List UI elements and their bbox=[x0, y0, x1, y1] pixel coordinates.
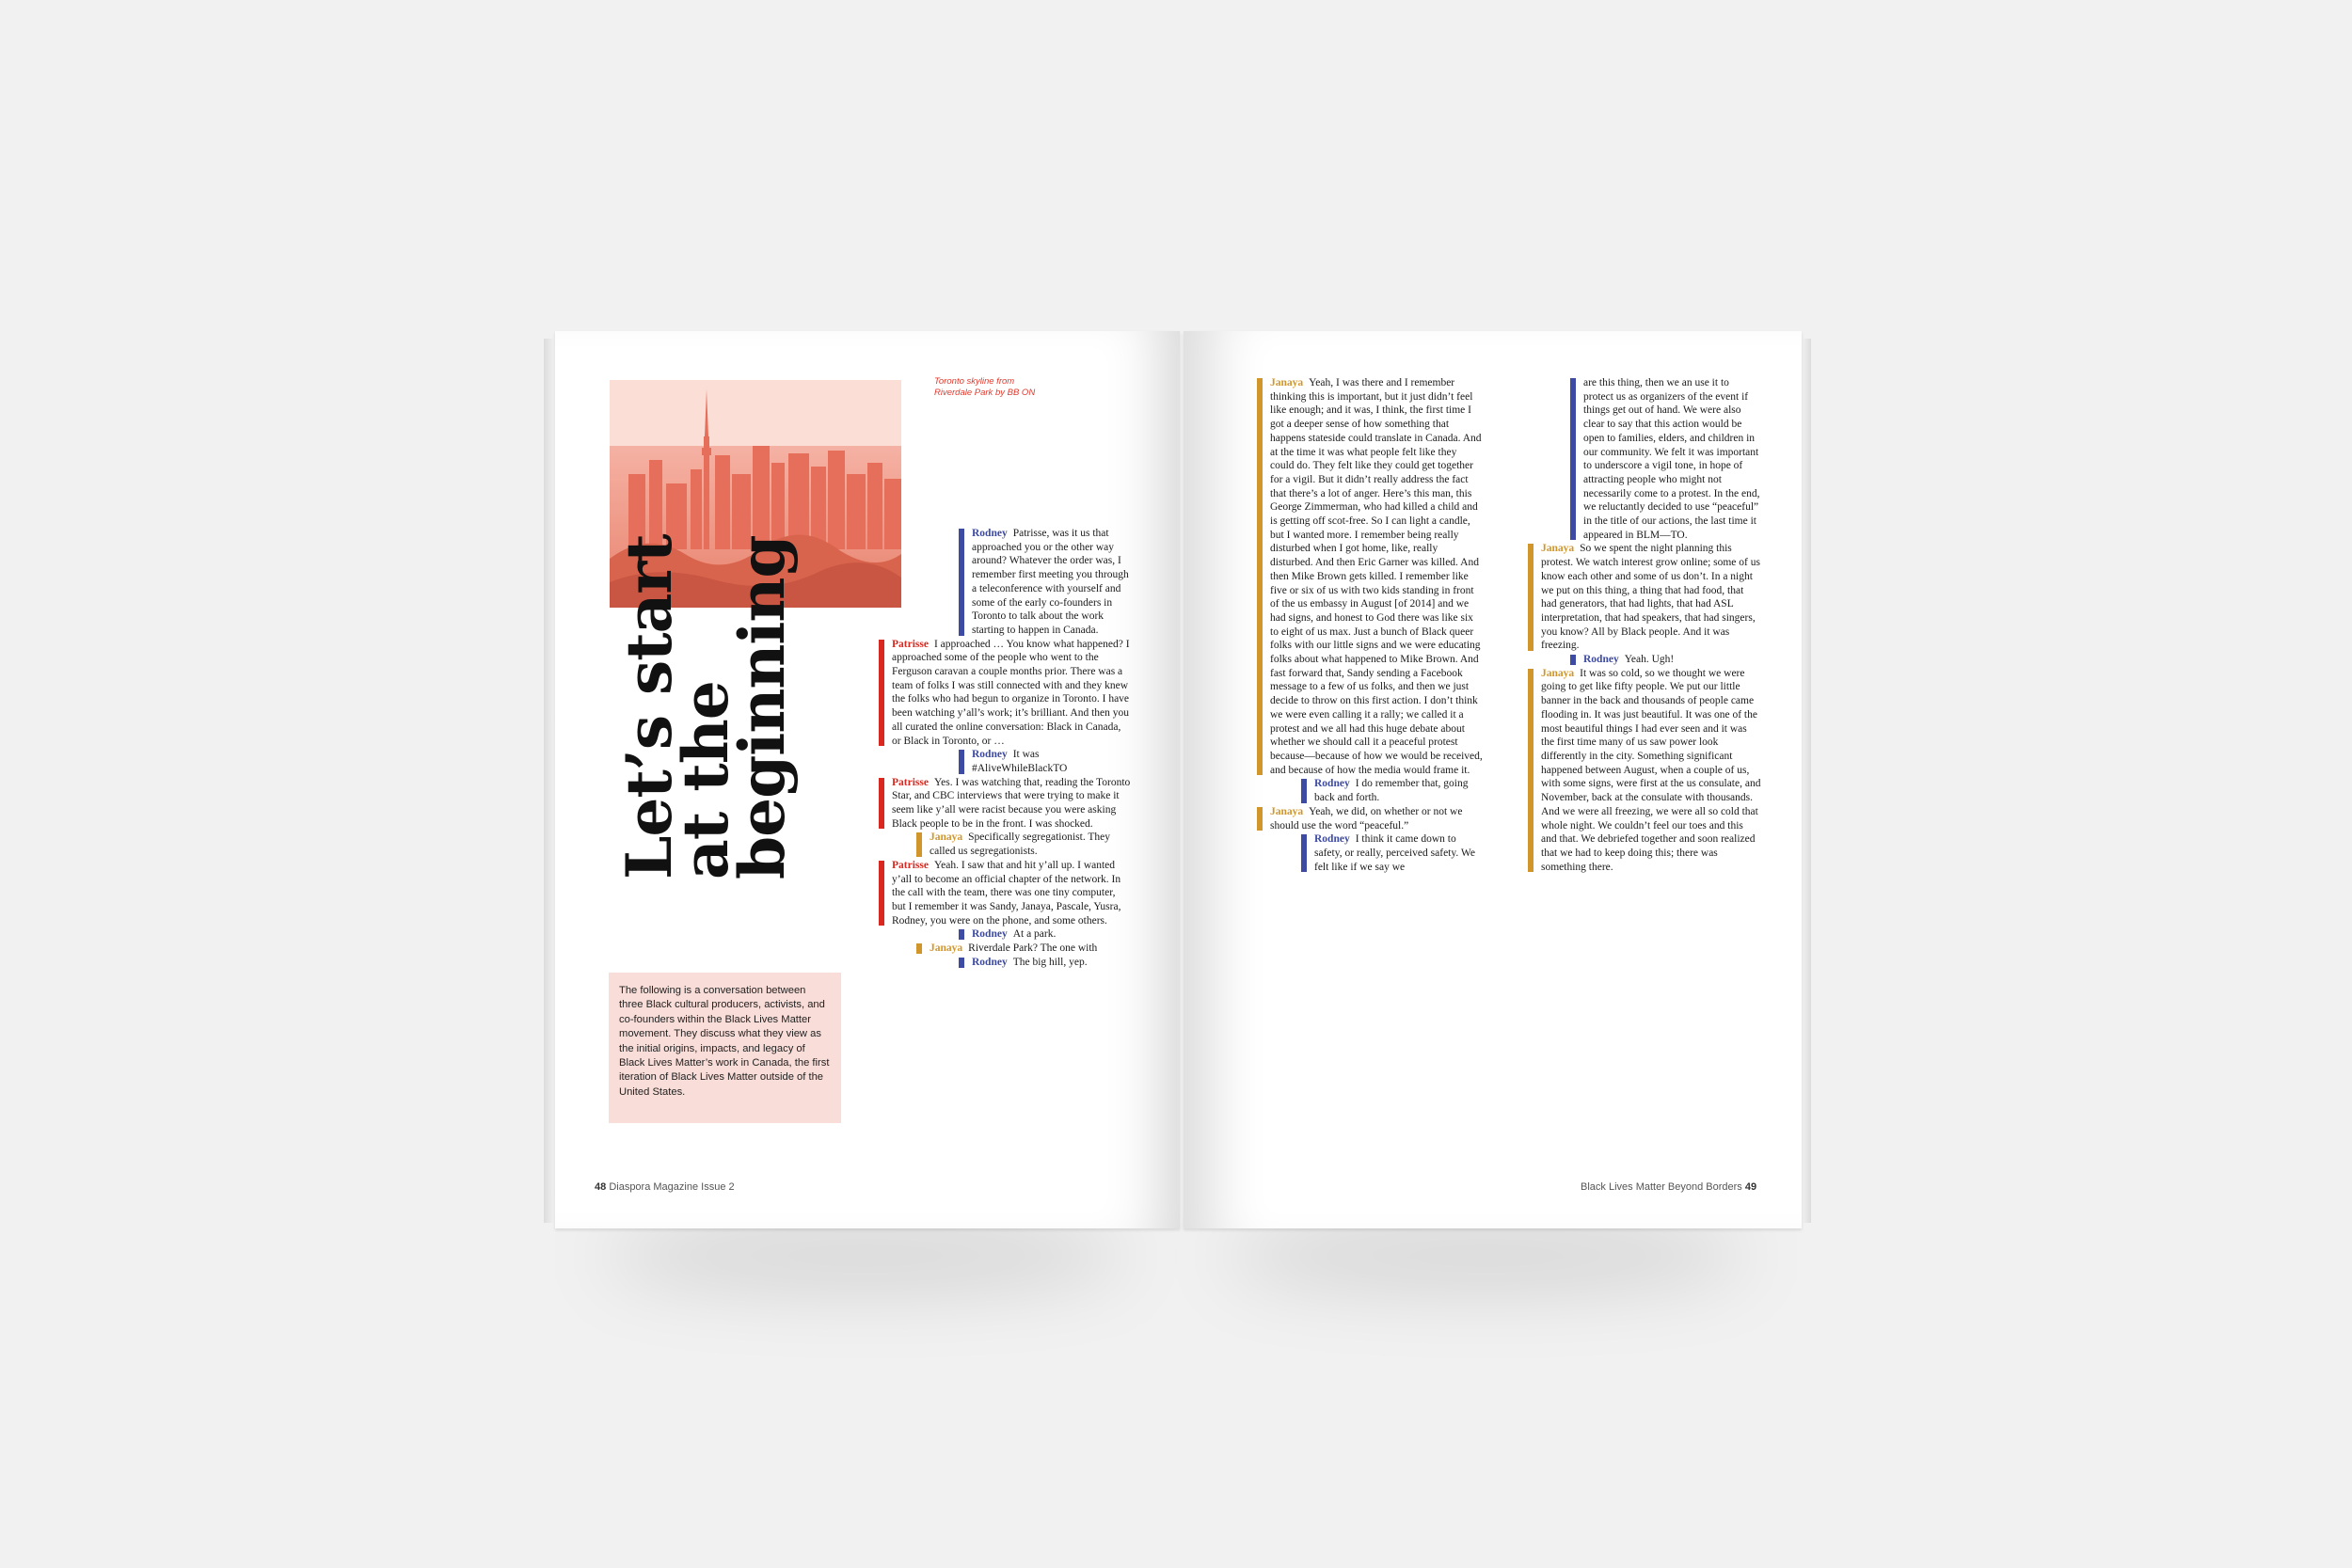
dialogue-text: Specifically segregationist. They called us segregationists. bbox=[930, 832, 1110, 858]
intro-box: The following is a conversation between three Black cultural producers, activists, and co-founders within the Black Lives Matter movement. They discuss what they view as the initial origins, impacts, and legacy of Black Lives Matter’s work in Canada, the first iteration of Black Lives Matter outside of the United States. bbox=[609, 973, 841, 1123]
dialogue-paragraph bbox=[1301, 832, 1483, 874]
dialogue-paragraph bbox=[1570, 653, 1761, 667]
dialogue-text: It was so cold, so we thought we were going to get like fifty people. We put our little banner in the back and thousands of people came flooding in. It was just beautiful. It was one of the most beautiful things I had ever seen and it was the first time many of us saw power look differently in the city. Something significant happened between August, when a couple of us, with some signs, were first at the us consulate, and November, back at the consulate with thousands. And we were all freezing, we were all so cold that whole night. We couldn’t feel our toes and this and that. We debriefed together and soon realized that we had to keep doing this; there was something there. bbox=[1541, 667, 1761, 873]
dialogue-paragraph bbox=[959, 956, 1131, 970]
photo-caption: Toronto skyline from Riverdale Park by BB ON bbox=[934, 376, 1036, 398]
dialogue-paragraph bbox=[959, 927, 1131, 942]
dialogue-text: Yeah. Ugh! bbox=[1624, 654, 1675, 666]
magazine-shadow-left bbox=[602, 1223, 1129, 1289]
dialogue-paragraph bbox=[1528, 667, 1761, 875]
dialogue-paragraph bbox=[879, 776, 1131, 832]
headline-line-2: at the bbox=[669, 681, 742, 879]
left-folio bbox=[595, 1181, 735, 1193]
dialogue-text: The big hill, yep. bbox=[1012, 956, 1088, 968]
left-dialogue-column bbox=[879, 527, 1131, 970]
speaker-name: Patrisse bbox=[892, 638, 929, 650]
page-number: 48 bbox=[595, 1181, 607, 1193]
dialogue-paragraph bbox=[1257, 805, 1483, 832]
dialogue-paragraph bbox=[916, 831, 1131, 858]
headline-line-1: Let’s start bbox=[612, 534, 686, 879]
dialogue-text: Yeah, I was there and I remember thinking this is important, but it just didn’t feel like enough; and it was, I think, the first time I got a deeper sense of how something that happens stateside could translate in Canada. And at the time it was what people felt like they could do. They felt like they could get together for a vigil. But it didn’t really address the fact that there’s a lot of anger. Here’s this man, this George Zimmerman, who had killed a child and is getting off scot-free. So I can light a candle, but I wanted more. I remember being really disturbed when I got home, like, really disturbed. And then Eric Garner was killed. And then Mike Brown gets killed. I remember like five or six of us with two kids standing in front of the us embassy in August [of 2014] and we had signs, and honest to God there was like six to eight of us max. Just a bunch of Black queer folks with our little signs and we were educating folks about what happened to Mike Brown. And fast forward that, Sandy sending a Facebook message to a few of us folks, and then we just decide to throw on this first action. I don’t think we were even calling it a rally; we called it a protest and we all had this huge debate about whether we should call it a peaceful protest because—because of how we would be received, and because of how the media would frame it. bbox=[1270, 377, 1483, 776]
dialogue-text: Yeah, we did, on whether or not we should use the word “peaceful.” bbox=[1270, 805, 1463, 832]
speaker-name: Janaya bbox=[930, 832, 963, 844]
speaker-name: Rodney bbox=[1314, 778, 1350, 790]
right-column-2 bbox=[1528, 376, 1761, 874]
speaker-name: Janaya bbox=[930, 942, 963, 955]
dialogue-text: Yes. I was watching that, reading the Toronto Star, and CBC interviews that were trying to make it seem like y’all were racist because you were asking Black people to be in the front. I was shocked. bbox=[892, 776, 1131, 830]
headline bbox=[612, 0, 866, 879]
dialogue-text: Patrisse, was it us that approached you or the other way around? Whatever the order was, I remember first meeting you through a teleconference with yourself and some of the early co-founders in Toronto to talk about the work starting to happen in Canada. bbox=[972, 528, 1129, 636]
dialogue-text: are this thing, then we an use it to protect us as organizers of the event if things get out of hand. We were also clear to say that this action would be open to families, elders, and children in our community. We felt it was important to underscore a vigil tone, in hope of attracting people who might not necessarily come to a protest. In the end, we reluctantly decided to use “peaceful” in the title of our actions, the last time it appeared in BLM—TO. bbox=[1583, 377, 1760, 541]
dialogue-paragraph bbox=[1301, 777, 1483, 804]
dialogue-paragraph bbox=[1528, 542, 1761, 653]
dialogue-paragraph bbox=[916, 942, 1131, 956]
dialogue-paragraph bbox=[1257, 376, 1483, 777]
speaker-name: Janaya bbox=[1541, 543, 1575, 555]
dialogue-paragraph bbox=[879, 638, 1131, 749]
speaker-name: Patrisse bbox=[892, 859, 929, 871]
headline-line-3: beginning bbox=[725, 535, 799, 879]
speaker-name: Rodney bbox=[972, 956, 1008, 968]
dialogue-text: Yeah. I saw that and hit y’all up. I wanted y’all to become an official chapter of the network. In the call with the team, there was one tiny computer, but I remember it was Sandy, Janaya, Pascale, Yusra, Rodney, you were on the phone, and some others. bbox=[892, 859, 1121, 927]
dialogue-text: So we spent the night planning this protest. We watch interest grow online; some of us know each other and some of us don’t. In a night we put on this thing, a thing that had food, that had generators, that had lights, that had ASL interpretation, that had speakers, that had singers, you know? All by Black people. And it was freezing. bbox=[1541, 543, 1760, 652]
speaker-name: Rodney bbox=[1314, 833, 1350, 846]
right-folio bbox=[1581, 1181, 1756, 1193]
dialogue-paragraph bbox=[879, 859, 1131, 928]
dialogue-text: I think it came down to safety, or really, perceived safety. We felt like if we say we bbox=[1314, 833, 1475, 873]
dialogue-text: I do remember that, going back and forth. bbox=[1314, 778, 1469, 804]
dialogue-paragraph bbox=[959, 527, 1131, 638]
dialogue-paragraph bbox=[1570, 376, 1761, 542]
speaker-name: Rodney bbox=[972, 528, 1008, 539]
speaker-name: Rodney bbox=[972, 749, 1008, 761]
folio-text: Diaspora Magazine Issue 2 bbox=[609, 1181, 735, 1193]
dialogue-text: Riverdale Park? The one with bbox=[968, 942, 1098, 955]
dialogue-text: I approached … You know what happened? I approached some of the people who went to the Ferguson caravan a couple months prior. There was a team of folks I was still connected with and they knew the folks who had begun to organize in Toronto. I have been watching y’all’s work; it’s brilliant. And then you all curated the online conversation: Black in Canada, or Black in Toronto, or … bbox=[892, 638, 1130, 747]
speaker-name: Patrisse bbox=[892, 776, 929, 788]
speaker-name: Janaya bbox=[1270, 377, 1304, 388]
speaker-name: Janaya bbox=[1541, 667, 1575, 679]
dialogue-paragraph bbox=[959, 748, 1131, 775]
magazine-shadow-right bbox=[1223, 1223, 1750, 1289]
right-column-1 bbox=[1257, 376, 1483, 874]
dialogue-text: At a park. bbox=[1012, 928, 1057, 941]
speaker-name: Rodney bbox=[1583, 654, 1619, 666]
page-number: 49 bbox=[1744, 1181, 1757, 1193]
folio-text: Black Lives Matter Beyond Borders bbox=[1581, 1181, 1742, 1193]
speaker-name: Rodney bbox=[972, 928, 1008, 941]
speaker-name: Janaya bbox=[1270, 805, 1304, 817]
dialogue-text: It was #AliveWhileBlackTO bbox=[972, 749, 1068, 774]
